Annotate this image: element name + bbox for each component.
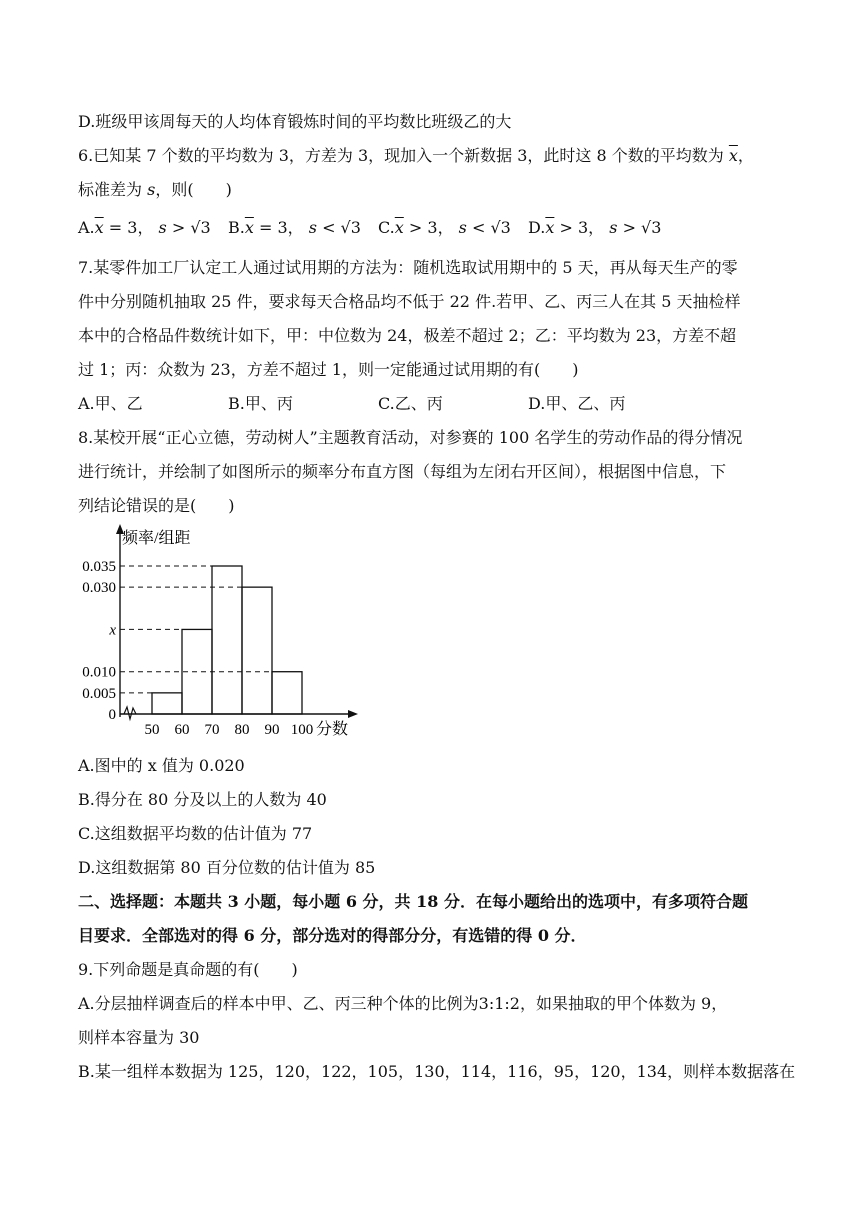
x-tick-label: 100: [290, 722, 314, 738]
y-tick-label: 0: [108, 707, 116, 723]
x-axis-arrow: [348, 710, 358, 718]
line-q8-3: 列结论错误的是( ): [78, 496, 235, 515]
q7-option-b: B.甲、丙: [228, 394, 293, 413]
line-q6-b: [78, 180, 232, 200]
x-tick-label: 90: [264, 722, 280, 738]
x-axis-label: 分数: [316, 721, 349, 738]
q7-option-d: D.甲、乙、丙: [528, 394, 626, 413]
y-tick-label: 0.010: [82, 664, 116, 681]
q8-option-b: B.得分在 80 分及以上的人数为 40: [78, 790, 327, 809]
q9-option-a-1: A.分层抽样调查后的样本中甲、乙、丙三种个体的比例为3:1:2，如果抽取的甲个体数为 9，: [78, 994, 728, 1013]
section-2-heading-1: 二、选择题：本题共 3 小题，每小题 6 分，共 18 分．在每小题给出的选项中，有多项符合题: [78, 892, 748, 911]
frequency-histogram: [78, 522, 378, 742]
y-tick-label: x: [109, 622, 116, 639]
line-q5d: D.班级甲该周每天的人均体育锻炼时间的平均数比班级乙的大: [78, 112, 512, 131]
q6-option-a: $A.\overline{x} = 3$， s > √3: [78, 218, 211, 237]
q6-text-a: 6.已知某 7 个数的平均数为 3，方差为 3，现加入一个新数据 3，此时这 8 个数的平均数为: [78, 146, 724, 165]
section-2-heading-2: 目要求．全部选对的得 6 分，部分选对的得部分分，有选错的得 0 分．: [78, 926, 587, 945]
line-q7-3: 本中的合格品件数统计如下，甲：中位数为 24，极差不超过 2；乙：平均数为 23，方差不超: [78, 326, 737, 345]
y-tick-label: 0.005: [82, 685, 116, 702]
q8-option-a: A.图中的 x 值为 0.020: [78, 756, 245, 775]
x-tick-label: 80: [234, 722, 250, 738]
q7-option-a: A.甲、乙: [78, 394, 143, 413]
y-tick-label: 0.035: [82, 559, 116, 575]
x-tick-label: 50: [144, 722, 160, 738]
x-tick-label: 60: [174, 722, 190, 738]
y-tick-label: 0.030: [82, 580, 116, 597]
histogram-bar: [152, 693, 182, 714]
q9-option-a-2: 则样本容量为 30: [78, 1028, 200, 1047]
histogram-bar: [242, 587, 272, 714]
q6-comma: ，: [737, 146, 754, 165]
q6-text-b: 标准差为: [78, 180, 143, 199]
line-q7-2: 件中分别随机抽取 25 件，要求每天合格品均不低于 22 件.若甲、乙、丙三人在其 5 天抽检样: [78, 292, 741, 311]
line-q6-a: [78, 146, 754, 166]
line-q9: 9.下列命题是真命题的有( ): [78, 960, 298, 979]
histogram-bar: [272, 672, 302, 714]
line-q8-2: 进行统计，并绘制了如图所示的频率分布直方图（每组为左闭右开区间），根据图中信息，下: [78, 462, 727, 481]
q6-option-d: $D.\overline{x} > 3$， s > √3: [528, 218, 662, 237]
q6-option-b: $B.\overline{x} = 3$， s < √3: [228, 218, 361, 237]
axis-break-mark: [124, 707, 136, 719]
line-q7-1: 7.某零件加工厂认定工人通过试用期的方法为：随机选取试用期中的 5 天，再从每天生产的零: [78, 258, 738, 277]
var-s: s: [147, 180, 156, 199]
q7-option-c: C.乙、丙: [378, 394, 443, 413]
line-q7-4: 过 1；丙：众数为 23，方差不超过 1，则一定能通过试用期的有( ): [78, 360, 579, 379]
histogram-bar: [212, 566, 242, 714]
x-tick-label: 70: [204, 722, 220, 738]
q6-text-c: ，则( ): [155, 180, 232, 199]
q6-option-c: $C.\overline{x} > 3$， s < √3: [378, 218, 511, 237]
y-axis-label: 频率/组距: [122, 530, 191, 547]
line-q8-1: 8.某校开展“正心立德，劳动树人”主题教育活动，对参赛的 100 名学生的劳动作品的得分情况: [78, 428, 743, 447]
var-xbar: $\overline{x}$: [728, 146, 738, 165]
q8-option-c: C.这组数据平均数的估计值为 77: [78, 824, 313, 843]
q9-option-b-1: B.某一组样本数据为 125，120，122，105，130，114，116，95，120，134，则样本数据落在: [78, 1062, 796, 1081]
q8-option-d: D.这组数据第 80 百分位数的估计值为 85: [78, 858, 376, 877]
